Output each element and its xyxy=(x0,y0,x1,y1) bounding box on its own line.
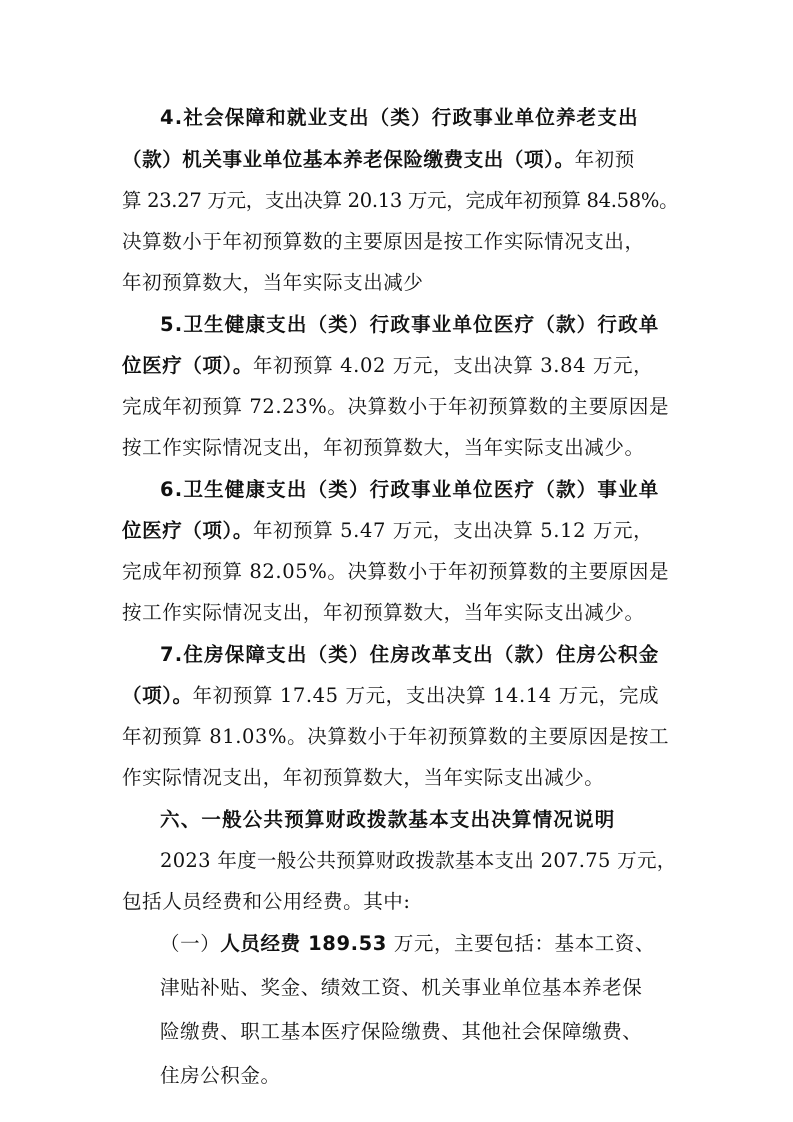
p7-line-2-bold: （项）。 xyxy=(122,684,193,707)
p6-line-4: 按工作实际情况支出，年初预算数大，当年实际支出减少。 xyxy=(122,601,645,624)
p7-line-1: 7.住房保障支出（类）住房改革支出（款）住房公积金 xyxy=(160,643,660,666)
p4-line-5: 年初预算数大，当年实际支出减少 xyxy=(122,271,424,294)
p6-line-3: 完成年初预算 82.05%。决算数小于年初预算数的主要原因是 xyxy=(122,560,670,583)
personnel-line-2: 津贴补贴、奖金、绩效工资、机关事业单位基本养老保 xyxy=(160,976,643,999)
p6-line-1: 6.卫生健康支出（类）行政事业单位医疗（款）事业单 xyxy=(160,478,660,501)
p6-line-2-normal: 年初预算 5.47 万元，支出决算 5.12 万元， xyxy=(252,519,654,542)
p5-line-2-bold: 位医疗（项）。 xyxy=(122,354,253,377)
p4-line-1: 4.社会保障和就业支出（类）行政事业单位养老支出 xyxy=(160,106,639,129)
p4-line-3: 算 23.27 万元，支出决算 20.13 万元，完成年初预算 84.58%。 xyxy=(122,189,679,212)
personnel-line-1-normal: 万元，主要包括：基本工资、 xyxy=(386,932,656,955)
section6-line-2: 包括人员经费和公用经费。其中: xyxy=(122,890,411,913)
p4-line-2 xyxy=(122,139,682,181)
p5-line-4: 按工作实际情况支出，年初预算数大，当年实际支出减少。 xyxy=(122,436,645,459)
personnel-line-3: 险缴费、职工基本医疗保险缴费、其他社会保障缴费、 xyxy=(160,1020,643,1043)
p5-line-2 xyxy=(122,345,682,387)
p4-line-4: 决算数小于年初预算数的主要原因是按工作实际情况支出， xyxy=(122,230,645,253)
p5-line-2-normal: 年初预算 4.02 万元，支出决算 3.84 万元， xyxy=(252,354,654,377)
section6-heading: 六、一般公共预算财政拨款基本支出决算情况说明 xyxy=(160,808,616,831)
personnel-line-4: 住房公积金。 xyxy=(160,1064,281,1087)
p6-line-2 xyxy=(122,510,682,552)
personnel-line-1-prefix: （一） xyxy=(160,932,221,955)
personnel-line-1-bold: 人员经费 189.53 xyxy=(220,932,387,955)
p7-line-2-normal: 年初预算 17.45 万元，支出决算 14.14 万元，完成 xyxy=(192,684,660,707)
section6-line-1: 2023 年度一般公共预算财政拨款基本支出 207.75 万元， xyxy=(160,849,677,872)
p7-line-4: 作实际情况支出，年初预算数大，当年实际支出减少。 xyxy=(122,766,605,789)
p7-line-3: 年初预算 81.03%。决算数小于年初预算数的主要原因是按工 xyxy=(122,725,670,748)
personnel-line-1 xyxy=(160,923,682,965)
p4-line-2-normal: 年初预 xyxy=(574,148,635,171)
p6-line-2-bold: 位医疗（项）。 xyxy=(122,519,253,542)
p7-line-2 xyxy=(122,675,682,717)
p5-line-3: 完成年初预算 72.23%。决算数小于年初预算数的主要原因是 xyxy=(122,395,670,418)
p4-line-2-bold: （款）机关事业单位基本养老保险缴费支出（项）。 xyxy=(122,148,575,171)
p5-line-1: 5.卫生健康支出（类）行政事业单位医疗（款）行政单 xyxy=(160,313,660,336)
